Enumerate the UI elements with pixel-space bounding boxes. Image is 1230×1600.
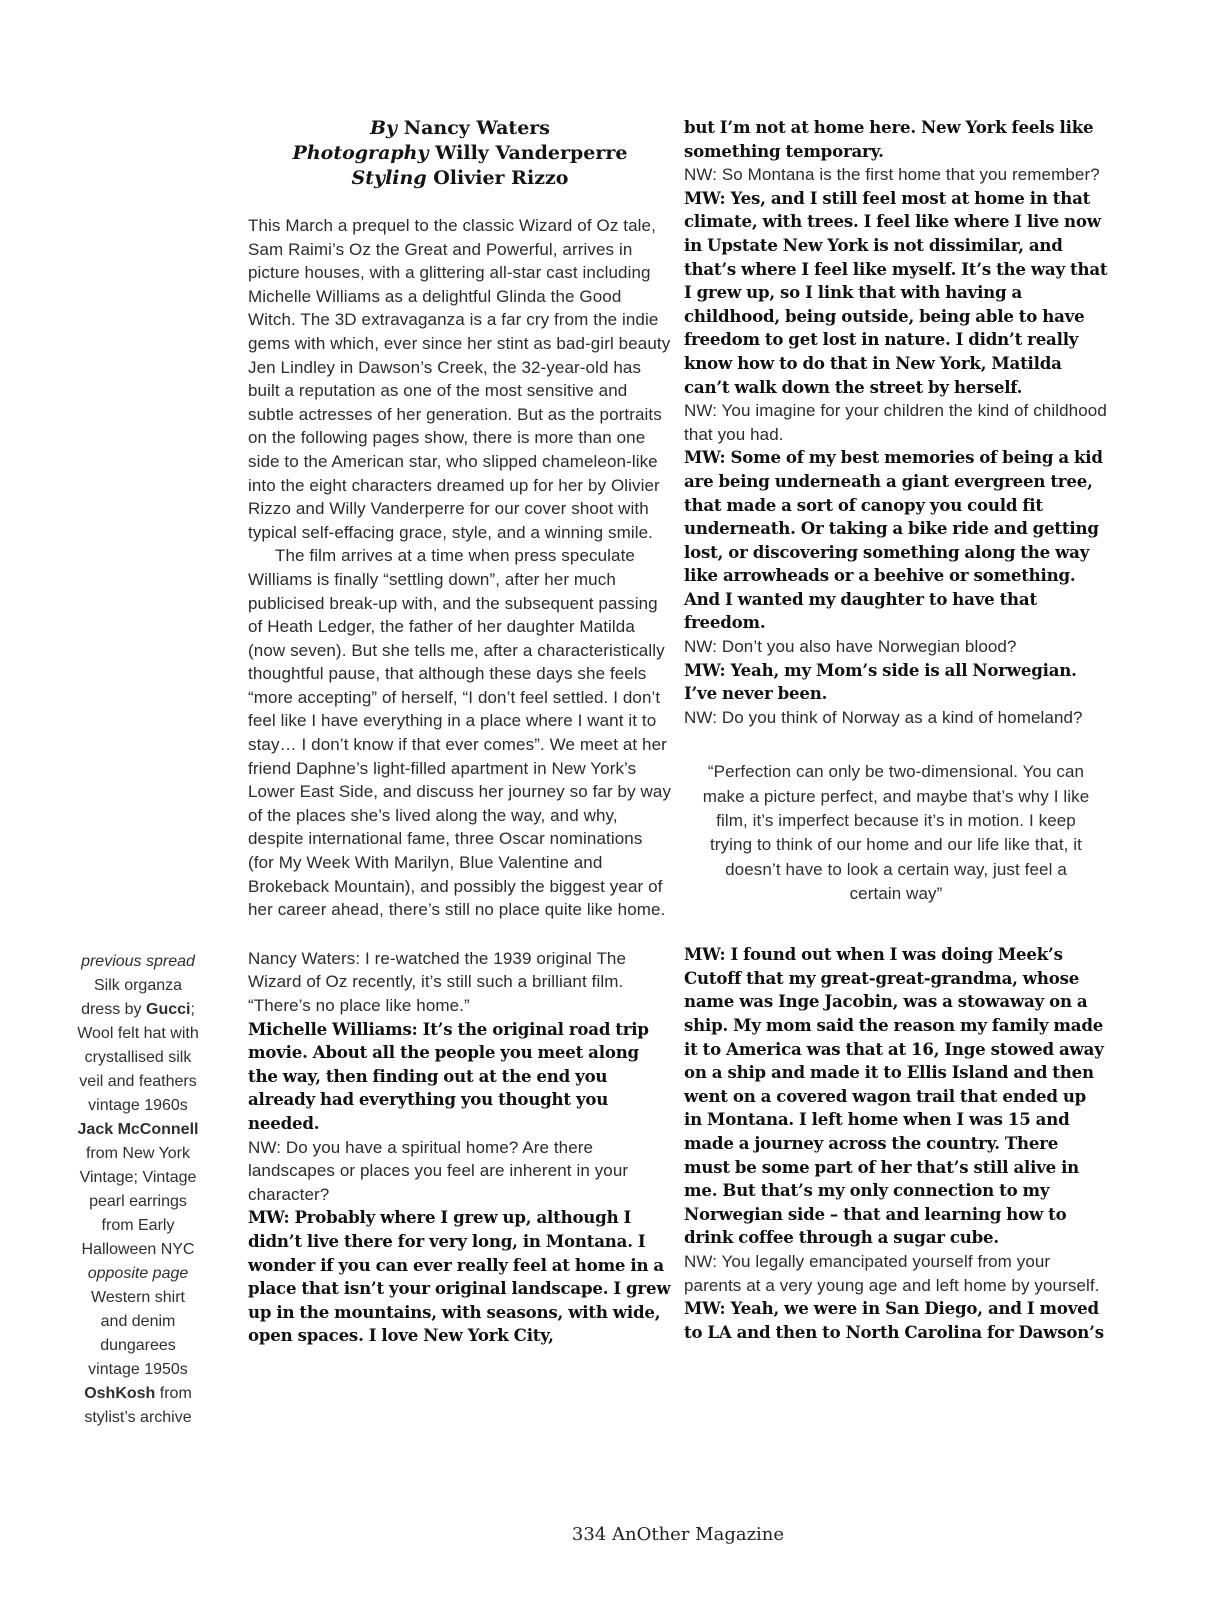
interviewer-question: Nancy Waters: I re-watched the 1939 original The Wizard of Oz recently, it’s still such a brilliant film. “There’s no place like home.” xyxy=(248,948,627,1015)
credit-line: from Early xyxy=(101,1217,175,1234)
interviewee-answer: MW: Yeah, we were in San Diego, and I moved to LA and then to North Carolina for Dawson’s xyxy=(684,1298,1104,1342)
interviewer-question: NW: You legally emancipated yourself from your parents at a very young age and left home by yourself. xyxy=(684,1251,1100,1295)
credit-line: and denim xyxy=(100,1313,176,1330)
credit-line: dungarees xyxy=(100,1337,176,1354)
credit-line: veil and feathers xyxy=(79,1073,197,1090)
page-footer: 334 AnOther Magazine xyxy=(571,1524,785,1545)
credit-line: vintage 1950s xyxy=(88,1361,188,1378)
interviewee-answer: Michelle Williams: It’s the original road trip movie. About all the people you meet along the way, then finding out at the end you already had everything you thought you needed. xyxy=(248,1018,649,1133)
article-middle-column xyxy=(248,116,672,1348)
credit-line: from New York xyxy=(85,1145,191,1162)
interviewee-answer: MW: Yeah, my Mom’s side is all Norwegian. I’ve never been. xyxy=(684,659,1077,704)
credit-line: crystallised silk xyxy=(84,1049,192,1066)
byline-line: Photography Willy Vanderperre xyxy=(292,142,628,164)
byline-line: Styling Olivier Rizzo xyxy=(351,167,569,189)
interviewee-answer: MW: Some of my best memories of being a kid are being underneath a giant evergreen tree, that made a sort of canopy you could fit underneath. Or taking a bike ride and getting lost, or discovering something along the way like arrowheads or a beehive or something. And I wanted my daughter to have that freedom. xyxy=(684,447,1103,633)
credit-line: vintage 1960s xyxy=(88,1097,188,1114)
credit-line: previous spread xyxy=(81,953,195,970)
interviewer-question: NW: Don’t you also have Norwegian blood? xyxy=(684,637,1017,657)
credit-line: pearl earrings xyxy=(89,1193,187,1210)
pull-quote: “Perfection can only be two-dimensional. You can make a picture perfect, and maybe that’s why I like film, it’s imperfect because it’s in motion. I keep trying to think of our home and our life like that, it doesn’t have to look a certain way, just feel a certain way” xyxy=(702,762,1090,903)
article-right-column xyxy=(684,116,1108,1344)
interviewer-question: NW: Do you think of Norway as a kind of homeland? xyxy=(684,707,1083,727)
interviewee-answer: MW: Yes, and I still feel most at home in that climate, with trees. I feel like where I live now in Upstate New York is not dissimilar, and that’s where I feel like myself. It’s the way that I grew up, so I link that with having a childhood, being outside, being able to have freedom to get lost in nature. I didn’t really know how to do that in New York, Matilda can’t walk down the street by herself. xyxy=(684,187,1108,397)
interviewee-answer: MW: Probably where I grew up, although I didn’t live there for very long, in Montana. I wonder if you can ever really feel at home in a place that isn’t your original landscape. I grew up in the mountains, with seasons, with wide, open spaces. I love New York City, xyxy=(248,1207,671,1346)
interviewee-answer: but I’m not at home here. New York feels like something temporary. xyxy=(684,117,1094,161)
interviewer-question: NW: Do you have a spiritual home? Are there landscapes or places you feel are inherent in your character? xyxy=(248,1137,629,1204)
interviewee-answer: MW: I found out when I was doing Meek’s Cutoff that my great-great-grandma, whose name was Inge Jacobin, was a stowaway on a ship. My mom said the reason my family made it to America was that at 16, Inge stowed away on a ship and made it to Ellis Island and then went on a covered wagon trail that ended up in Montana. I left home when I was 15 and made a journey across the country. There must be some part of her that’s still alive in me. But that’s my only connection to my Norwegian side – that and learning how to drink coffee through a sugar cube. xyxy=(684,944,1104,1248)
intro-paragraph: This March a prequel to the classic Wizard of Oz tale, Sam Raimi’s Oz the Great and Powerful, arrives in picture houses, with a glittering all-star cast including Michelle Williams as a delightful Glinda the Good Witch. The 3D extravaganza is a far cry from the indie gems with which, ever since her stint as bad-girl beauty Jen Lindley in Dawson’s Creek, the 32-year-old has built a reputation as one of the most sensitive and subtle actresses of her generation. But as the portraits on the following pages show, there is more than one side to the American star, who slipped chameleon-like into the eight characters dreamed up for her by Olivier Rizzo and Willy Vanderperre for our cover shoot with typical self-effacing grace, style, and a winning smile. xyxy=(248,216,671,542)
credit-line: Silk organza xyxy=(93,977,183,994)
credit-line: opposite page xyxy=(87,1265,189,1282)
credit-line: Vintage; Vintage xyxy=(79,1169,197,1186)
credit-line: Halloween NYC xyxy=(81,1241,195,1258)
middle-column-text xyxy=(248,214,672,1348)
interviewer-question: NW: You imagine for your children the kind of childhood that you had. xyxy=(684,401,1107,444)
intro-paragraph: The film arrives at a time when press speculate Williams is finally “settling down”, after her much publicised break-up with, and the subsequent passing of Heath Ledger, the father of her daughter Matilda (now seven). But she tells me, after a characteristically thoughtful pause, that although these days she feels “more accepting” of herself, “I don’t feel settled. I don’t feel like I have everything in a place where I want it to stay… I don’t know if that ever comes”. We meet at her friend Daphne’s light-filled apartment in New York’s Lower East Side, and discuss her journey so far by way of the places she’s lived along the way, and why, despite international fame, three Oscar nominations (for My Week With Marilyn, Blue Valentine and Brokeback Mountain), and possibly the biggest year of her career ahead, there’s still no place quite like home. xyxy=(248,546,672,920)
credit-line: Wool felt hat with xyxy=(77,1025,199,1042)
interviewer-question: NW: So Montana is the first home that you remember? xyxy=(684,165,1100,185)
credits-column xyxy=(46,950,230,1430)
credit-line: dress by Gucci; xyxy=(81,1001,195,1018)
credit-line: Jack McConnell xyxy=(77,1121,199,1138)
byline xyxy=(248,116,672,191)
right-column-text xyxy=(684,116,1108,1344)
credit-line: OshKosh from xyxy=(84,1385,192,1402)
credit-line: stylist’s archive xyxy=(84,1409,192,1426)
byline-line: By Nancy Waters xyxy=(369,117,550,139)
credit-line: Western shirt xyxy=(91,1289,185,1306)
